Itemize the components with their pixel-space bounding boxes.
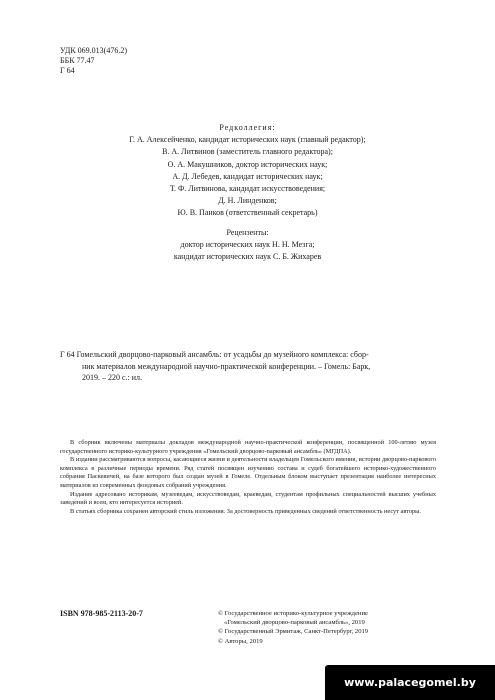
editorial-board: [0, 122, 495, 220]
copyright-line: «Гомельский дворцово-парковый ансамбль», 2019: [224, 619, 365, 627]
copyright-line: © Государственное историко-культурное учреждение: [218, 610, 368, 617]
udk-code: УДК 069.013(476.2): [60, 46, 127, 55]
copyright-line: © Авторы, 2019: [218, 637, 263, 645]
biblio-line: Г 64 Гомельский дворцово-парковый ансамбль: от усадьбы до музейного комплекса: сбор-: [60, 350, 369, 359]
board-member: О. А. Макушников, доктор исторических наук;: [167, 159, 328, 169]
board-member: В. А. Литвинов (заместитель главного редактора);: [162, 147, 333, 157]
board-member: Ю. В. Панков (ответственный секретарь): [177, 208, 318, 218]
board-member: А. Д. Лебедев, кандидат исторических наук;: [172, 171, 323, 181]
board-member: Д. Н. Линденков;: [218, 196, 277, 206]
isbn-number: ISBN 978-985-2113-20-7: [60, 609, 143, 618]
bbk-code: ББК 77.47: [60, 56, 95, 65]
abstract-paragraph: В сборник включены материалы докладов международной научно-практической конференции, посвященной 100-летию музея государственного историко-культурного учреждения «Гомельский дворцово-парковый ансамбль» (МГДПА).: [60, 439, 436, 455]
reviewers-heading: Рецензенты:: [226, 228, 269, 237]
bibliographic-description: [60, 349, 436, 384]
reviewers-block: [0, 227, 495, 264]
abstract-paragraph: В статьях сборника сохранен авторский стиль изложения. За достоверность приведенных сведений ответственность несут авторы.: [70, 507, 421, 515]
board-member: Г. А. Алексейченко, кандидат исторических наук (главный редактор);: [129, 135, 366, 145]
abstract-paragraph: В издании рассматриваются вопросы, касающиеся жизни и деятельности владельцев Гомельского имения, истории дворцово-паркового комплекса в различные периоды времени. Ряд статей посвящен изучению состава и судеб богатейшего историко-художественного собрания Паскевичей, на базе которого был создан музей в Гомеле. Отдельным блоком выступает презентация наиболее интересных материалов из современных фондовых собраний учреждения.: [60, 456, 436, 489]
copyright-line: © Государственный Эрмитаж, Санкт-Петербург, 2019: [218, 628, 369, 636]
reviewer-entry: кандидат исторических наук С. Б. Жихарев: [173, 252, 322, 262]
classification-block: [60, 46, 127, 76]
board-member: Т. Ф. Литвинова, кандидат искусствоведения;: [169, 184, 326, 194]
copyright-block: [218, 609, 448, 646]
author-mark: Г 64: [60, 66, 75, 75]
abstract-block: [60, 439, 436, 516]
biblio-line: 2019. – 220 с.: ил.: [82, 373, 143, 382]
abstract-paragraph: Издание адресовано историкам, музееведам, искусствоведам, краеведам, студентам профильных специальностей высших учебных заведений и всем, кто интересуется историей.: [60, 490, 436, 507]
biblio-line: ник материалов международной научно-практической конференции. – Гомель: Барк,: [82, 361, 371, 371]
reviewer-entry: доктор исторических наук Н. Н. Мезга;: [180, 240, 315, 250]
watermark-url: www.palacegomel.by: [344, 676, 476, 689]
editorial-board-heading: Редколлегия:: [219, 123, 276, 132]
website-watermark: [325, 665, 495, 700]
